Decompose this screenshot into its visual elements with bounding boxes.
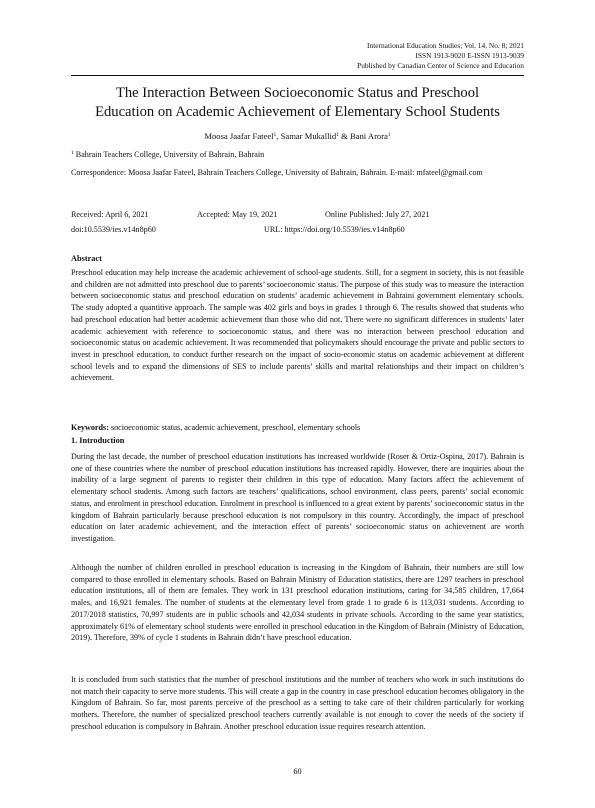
intro-paragraph: During the last decade, the number of preschool education institutions has increased worldwide (Roser & Ortiz-Ospina, 2017). Bahrain is one of these countries where the number of preschool education institutions has increased rapidly. However, there are inquiries about the inability of a large segment of parents to register their children in this type of education. Many factors affect the achievement of elementary school students. Among such factors are teachers’ qualifications, school environment, class peers, parents’ social economic status, and enrolment in preschool education. Enrolment in preschool is influenced to a great extent by parents’ socioeconomic status in the kingdom of Bahrain particularly because preschool education is not compulsory in this country. Accordingly, the impact of preschool education on later academic achievement, and the interaction effect of parents’ socioeconomic status on achievement are worth investigation.: [71, 452, 524, 543]
doi[interactable]: doi:10.5539/ies.v14n8p60: [71, 225, 156, 234]
abstract-heading: Abstract: [71, 254, 102, 263]
author-list: [60, 131, 535, 141]
author-name: Moosa Jaafar Fateel: [204, 131, 274, 141]
received-date: Received: April 6, 2021: [71, 210, 149, 219]
introduction-heading: 1. Introduction: [71, 436, 125, 445]
keywords: [71, 422, 524, 434]
article-url[interactable]: URL: https://doi.org/10.5539/ies.v14n8p60: [264, 225, 405, 234]
author-name: Bani Arora: [349, 131, 388, 141]
abstract-text: Preschool education may help increase the academic achievement of school-age students. Still, for a segment in society, this is not feasible and children are not admitted into preschool due to parents’ socioeconomic status. The purpose of this study was to measure the interaction between socioeconomic status and preschool education on students’ academic achievement in Bahraini government elementary schools. The study adopted a quantitive approach. The sample was 402 girls and boys in grades 1 through 6. The results showed that students who had preschool education had better academic achievement than those who did not. There were no significant differences in students’ later academic achievement with reference to socioeconomic status, and there was no interaction between preschool education and socioeconomic status on academic achievement. It was recommended that policymakers should encourage the private and public sectors to invest in preschool education, to conduct further research on the impact of socio-economic status on academic achievement at different school levels and to expand the dimensions of SES to include parents’ skills and marital relationships and their impact on children’s achievement.: [71, 268, 524, 383]
affiliation-mark: 1: [71, 150, 74, 156]
issn-line: ISSN 1913-9020 E-ISSN 1913-9039: [415, 51, 524, 61]
article-title: [60, 84, 535, 121]
published-date: Online Published: July 27, 2021: [325, 210, 430, 219]
author-separator: &: [338, 131, 350, 141]
intro-paragraph: It is concluded from such statistics that the number of preschool institutions and the number of teachers who work in such institutions do not match their capacity to serve more students. This will create a gap in the country in case preschool education becomes obligatory in the Kingdom of Bahrain. So far, most parents perceive of the preschool as a setting to take care of their children particularly for working mothers. Therefore, the number of specialized preschool teachers currently available is not enough to cover the needs of the society if preschool education is compulsory in Bahrain. Another preschool education issue requires research attention.: [71, 675, 524, 731]
author-name: Samar Mukallid: [280, 131, 337, 141]
journal-issue: International Education Studies; Vol. 14, No. 8; 2021: [367, 41, 524, 50]
keywords-text: socioeconomic status, academic achievement, preschool, elementary schools: [108, 423, 361, 432]
author-separator: ,: [276, 131, 281, 141]
author-affil-mark: 1: [336, 132, 339, 138]
intro-paragraph: Although the number of children enrolled in preschool education is increasing in the Kingdom of Bahrain, their numbers are still low compared to those enrolled in elementary schools. Based on Bahrain Ministry of Education statistics, there are 1297 teachers in preschool education institutions, all of them are females. They work in 131 preschool education institutions, caring for 34,585 children, 17,664 males, and 16,921 females. The number of students at the elementary level from grade 1 to grade 6 is 113,031 students. According to 2017/2018 statistics, 70,997 students are in public schools and 42,034 students in private schools. According to the same year statistics, approximately 61% of elementary school students were enrolled in preschool education in the Kingdom of Bahrain (Ministry of Education, 2019). Therefore, 39% of cycle 1 students in Bahrain didn’t have preschool education.: [71, 563, 524, 643]
publisher-line: Published by Canadian Center of Science and Education: [357, 61, 524, 71]
author-affil-mark: 1: [387, 132, 391, 138]
affiliation-text: Bahrain Teachers College, University of Bahrain, Bahrain: [73, 150, 265, 159]
correspondence: Correspondence: Moosa Jaafar Fateel, Bahrain Teachers College, University of Bahrain, Bahrain. E-mail: mfateel@gmail.com: [71, 168, 483, 177]
accepted-date: Accepted: May 19, 2021: [197, 210, 278, 219]
keywords-label: Keywords:: [71, 423, 109, 432]
author-affil-mark: 1: [273, 132, 277, 138]
title-line-2: Education on Academic Achievement of Elementary School Students: [95, 103, 500, 120]
title-line-1: The Interaction Between Socioeconomic Status and Preschool: [115, 85, 480, 101]
page-number: 60: [293, 767, 302, 776]
affiliation: [71, 149, 524, 161]
header-rule: [71, 75, 524, 76]
running-header: [224, 41, 524, 72]
